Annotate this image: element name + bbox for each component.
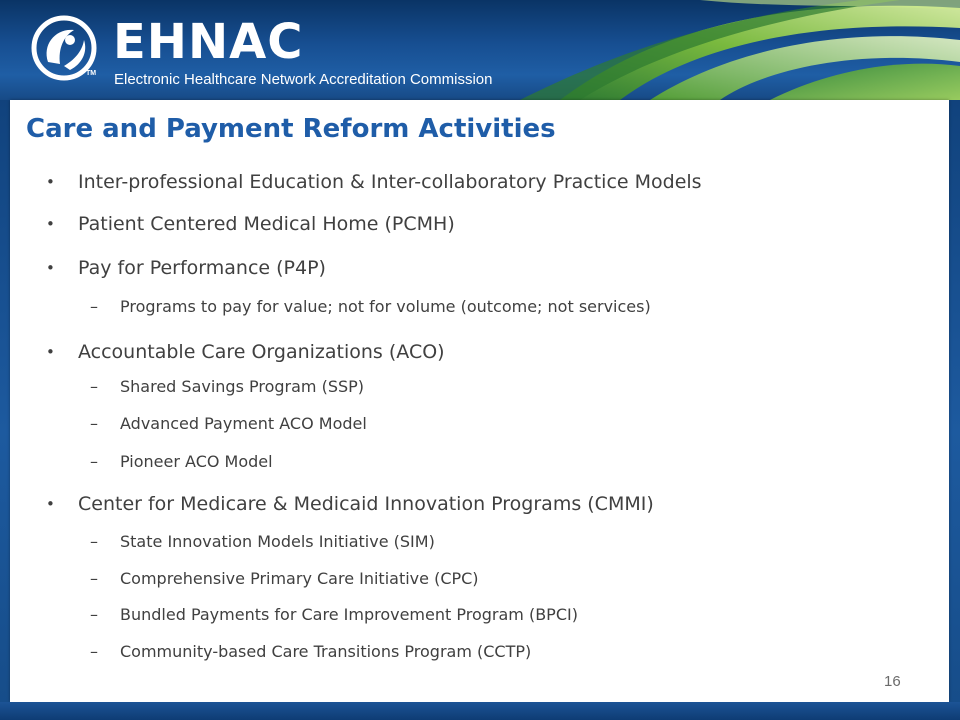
bullet-item	[46, 492, 654, 516]
page-number: 16	[884, 673, 901, 690]
bullet-marker: •	[46, 343, 55, 361]
sub-bullet-text: Community-based Care Transitions Program (CCTP)	[120, 642, 532, 661]
bullet-text: Inter-professional Education & Inter-collaboratory Practice Models	[78, 171, 702, 193]
bullet-marker: •	[46, 215, 55, 233]
sub-bullet-item	[90, 569, 479, 589]
sub-bullet-item	[90, 642, 531, 662]
bullet-item	[46, 340, 445, 364]
sub-bullet-marker: –	[90, 297, 98, 316]
sub-bullet-text: Pioneer ACO Model	[120, 452, 273, 471]
sub-bullet-marker: –	[90, 452, 98, 471]
sub-bullet-text: Shared Savings Program (SSP)	[120, 377, 365, 396]
bullet-text: Accountable Care Organizations (ACO)	[78, 341, 445, 363]
sub-bullet-text: Comprehensive Primary Care Initiative (CPC)	[120, 569, 479, 588]
brand-name: EHNAC	[113, 14, 304, 70]
sub-bullet-text: State Innovation Models Initiative (SIM)	[120, 532, 435, 551]
sub-bullet-item	[90, 377, 364, 397]
sub-bullet-marker: –	[90, 605, 98, 624]
sub-bullet-marker: –	[90, 377, 98, 396]
sub-bullet-item	[90, 452, 273, 472]
slide-title: Care and Payment Reform Activities	[26, 114, 556, 144]
sub-bullet-marker: –	[90, 642, 98, 661]
sub-bullet-marker: –	[90, 414, 98, 433]
organization-full-name: Electronic Healthcare Network Accreditation Commission	[114, 71, 493, 88]
sub-bullet-item	[90, 297, 651, 317]
bullet-text: Center for Medicare & Medicaid Innovation Programs (CMMI)	[78, 493, 654, 515]
sub-bullet-text: Advanced Payment ACO Model	[120, 414, 367, 433]
footer-band	[0, 702, 960, 720]
content-panel	[10, 100, 949, 702]
bullet-marker: •	[46, 173, 55, 191]
sub-bullet-text: Bundled Payments for Care Improvement Program (BPCI)	[120, 605, 578, 624]
bullet-marker: •	[46, 495, 55, 513]
header-banner	[0, 0, 960, 100]
bullet-item	[46, 212, 455, 236]
sub-bullet-marker: –	[90, 569, 98, 588]
bullet-text: Pay for Performance (P4P)	[78, 257, 326, 279]
sub-bullet-text: Programs to pay for value; not for volume (outcome; not services)	[120, 297, 651, 316]
sub-bullet-item	[90, 532, 435, 552]
sub-bullet-item	[90, 414, 367, 434]
bullet-item	[46, 170, 702, 194]
bullet-marker: •	[46, 259, 55, 277]
bullet-text: Patient Centered Medical Home (PCMH)	[78, 213, 455, 235]
trademark-mark: TM	[86, 70, 97, 77]
sub-bullet-item	[90, 605, 578, 625]
sub-bullet-marker: –	[90, 532, 98, 551]
bullet-item	[46, 256, 326, 280]
